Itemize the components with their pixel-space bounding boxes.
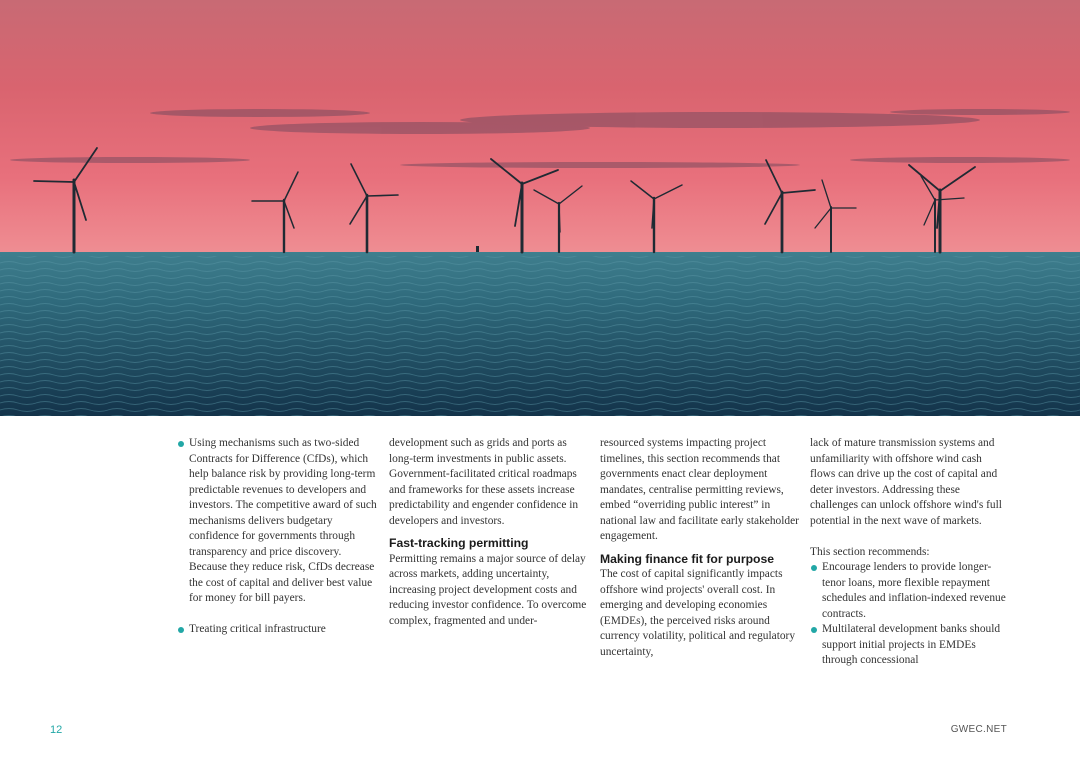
site-url: GWEC.NET	[950, 724, 1007, 735]
text-column-3	[600, 436, 800, 660]
bullet-dot	[811, 565, 817, 571]
bullet-development-banks: Multilateral development banks should support initial projects in EMDEs through concessional	[810, 622, 1010, 669]
text-column-4	[810, 436, 1010, 669]
text-column-2	[389, 436, 589, 629]
bullet-cfds: Using mechanisms such as two-sided Contracts for Difference (CfDs), which help balance risk by providing long-term predictable revenues to developers and investors. The competitive award of such mechanisms delivers budgetary confidence for governments through transparency and price discovery. Because they reduce risk, CfDs decrease the cost of capital and deliver best value for money for bill payers.	[177, 436, 377, 607]
text-column-1	[177, 436, 377, 638]
bullet-dot	[811, 627, 817, 633]
heading-fast-tracking-permitting: Fast-tracking permitting	[389, 536, 529, 550]
page-number: 12	[50, 724, 63, 736]
paragraph-cost-of-capital: The cost of capital significantly impacts offshore wind projects' overall cost. In emerging and developing economies (EMDEs), the perceived risks around currency volatility, political and regulatory uncertainty,	[600, 568, 796, 658]
paragraph-transmission: lack of mature transmission systems and unfamiliarity with offshore wind cash flows can drive up the cost of capital and deter investors. Addressing these challenges can unlock offshore wind's full potential in the next wave of markets.	[810, 437, 1002, 527]
paragraph-assets: development such as grids and ports as long-term investments in public assets. Government-facilitated critical roadmaps and frameworks for these assets increase predictability and engender confidence in developers and investors.	[389, 437, 579, 527]
bullet-lenders: Encourage lenders to provide longer-tenor loans, more flexible repayment schedules and inflation-indexed revenue contracts.	[810, 560, 1010, 622]
bullet-critical-infrastructure: Treating critical infrastructure	[177, 622, 377, 638]
paragraph-permitting-recommendations: resourced systems impacting project timelines, this section recommends that governments enact clear deployment mandates, centralise permitting reviews, embed “overriding public interest” in national law and facilitate early stakeholder engagement.	[600, 437, 799, 542]
bullet-dot	[178, 627, 184, 633]
paragraph-permitting: Permitting remains a major source of delay across markets, adding uncertainty, increasing project development costs and reducing investor confidence. To overcome complex, fragmented and under-	[389, 552, 587, 627]
bullet-dot	[178, 441, 184, 447]
section-recommends-intro: This section recommends:	[810, 545, 930, 558]
heading-making-finance-fit: Making finance fit for purpose	[600, 551, 775, 566]
